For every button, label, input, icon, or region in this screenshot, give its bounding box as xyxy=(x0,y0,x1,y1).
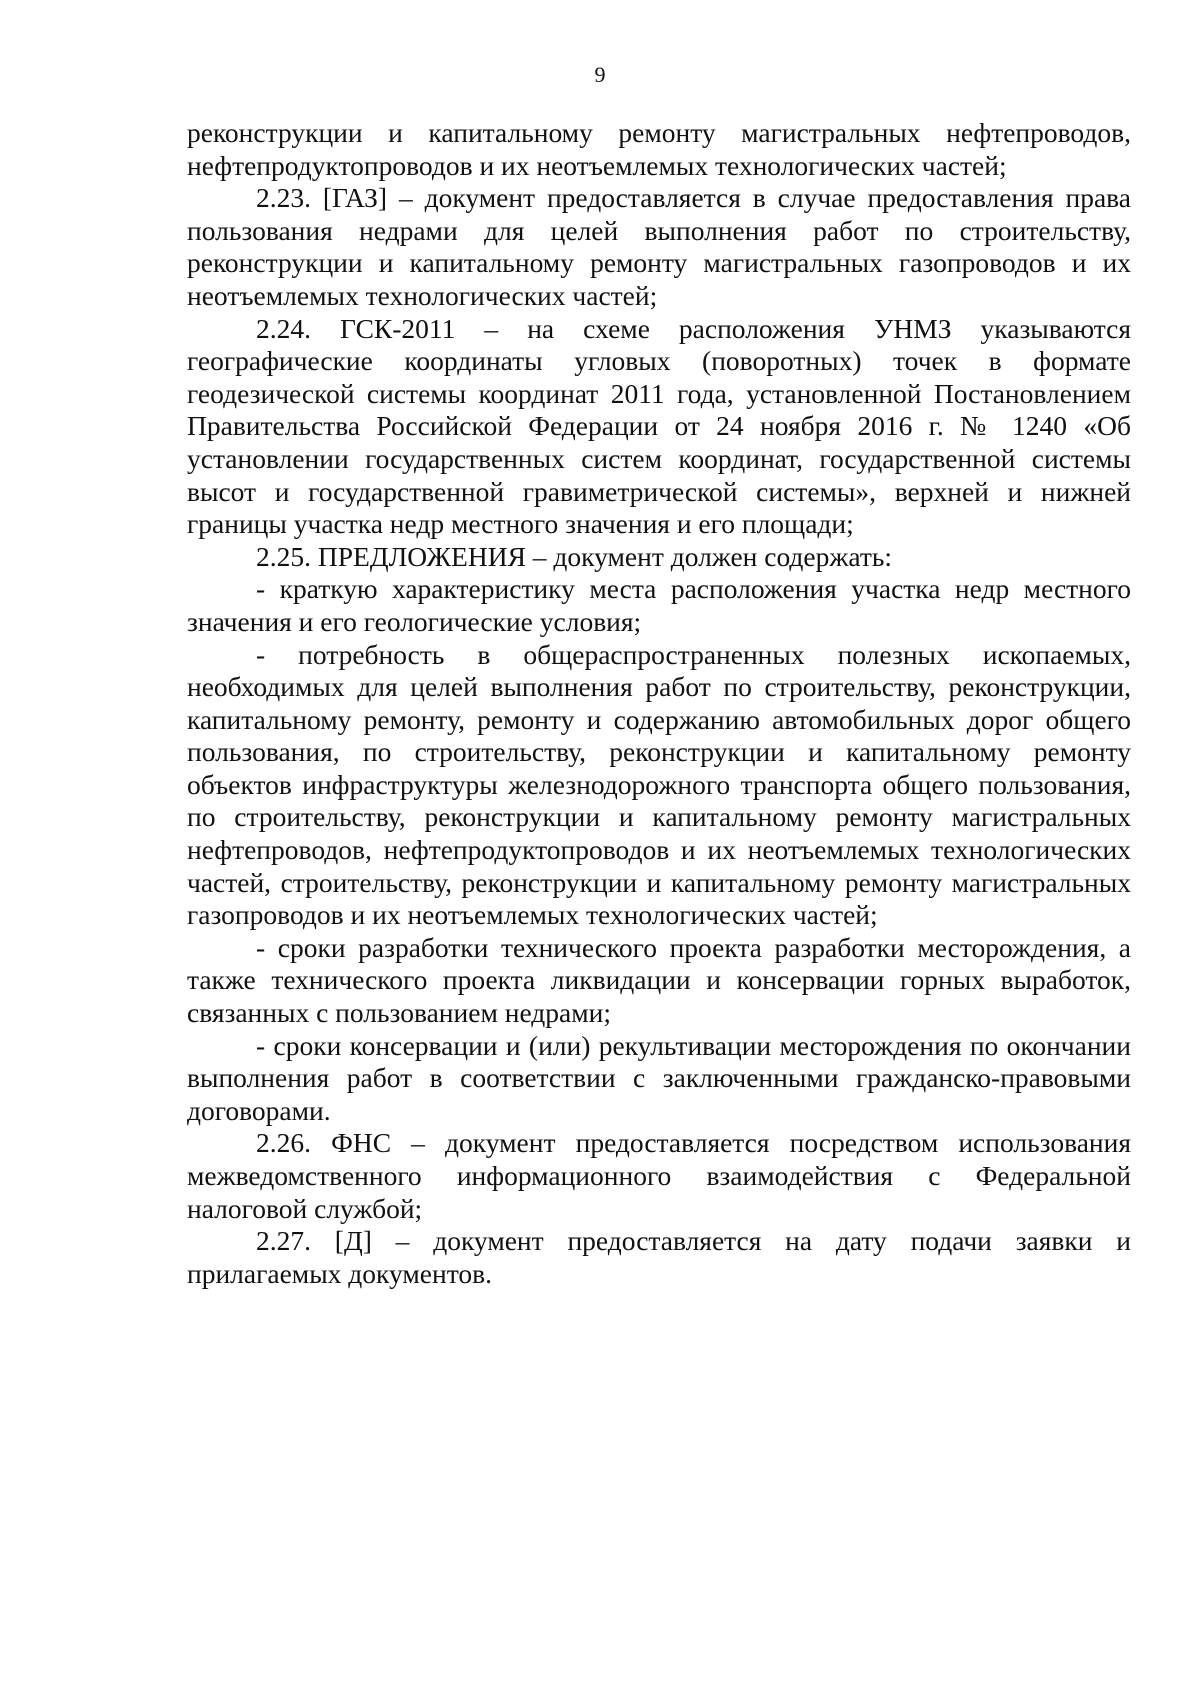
paragraph-2-23: 2.23. [ГАЗ] – документ предоставляется в случае предоставления права пользования недрами для целей выполнения работ по строительству, реконструкции и капитальному ремонту магистральных газопроводов и их неотъемлемых технологических частей; xyxy=(187,182,1131,311)
paragraph-2-27: 2.27. [Д] – документ предоставляется на дату подачи заявки и прилагаемых документов. xyxy=(187,1225,1131,1289)
list-item-conservation-terms: - сроки консервации и (или) рекультивации месторождения по окончании выполнения работ в соответствии с заключенными гражданско-правовыми договорами. xyxy=(187,1029,1131,1126)
paragraph-2-24: 2.24. ГСК-2011 – на схеме расположения УНМЗ указываются географические координаты угловых (поворотных) точек в формате геодезической системы координат 2011 года, установленной Постановлением Правительства Российской Федерации от 24 ноября 2016 г. № 1240 «Об установлении государственных систем координат, государственной системы высот и государственной гравиметрической системы», верхней и нижней границы участка недр местного значения и его площади; xyxy=(187,312,1131,540)
list-item-demand: - потребность в общераспространенных полезных ископаемых, необходимых для целей выполнения работ по строительству, реконструкции, капитальному ремонту, ремонту и содержанию автомобильных дорог общего пользования, по строительству, реконструкции и капитальному ремонту объектов инфраструктуры железнодорожного транспорта общего пользования, по строительству, реконструкции и капитальному ремонту магистральных нефтепроводов, нефтепродуктопроводов и их неотъемлемых технологических частей, строительству, реконструкции и капитальному ремонту магистральных газопроводов и их неотъемлемых технологических частей; xyxy=(187,638,1131,931)
paragraph-2-26: 2.26. ФНС – документ предоставляется посредством использования межведомственного информационного взаимодействия с Федеральной налоговой службой; xyxy=(187,1127,1131,1224)
document-body xyxy=(187,117,1131,1290)
list-item-characteristics: - краткую характеристику места расположения участка недр местного значения и его геологические условия; xyxy=(187,573,1131,637)
page-number: 9 xyxy=(594,62,606,87)
paragraph-continuation: реконструкции и капитальному ремонту магистральных нефтепроводов, нефтепродуктопроводов и их неотъемлемых технологических частей; xyxy=(187,117,1131,181)
paragraph-2-25: 2.25. ПРЕДЛОЖЕНИЯ – документ должен содержать: xyxy=(256,540,893,572)
list-item-project-terms: - сроки разработки технического проекта разработки месторождения, а также технического проекта ликвидации и консервации горных выработок, связанных с пользованием недрами; xyxy=(187,931,1131,1029)
